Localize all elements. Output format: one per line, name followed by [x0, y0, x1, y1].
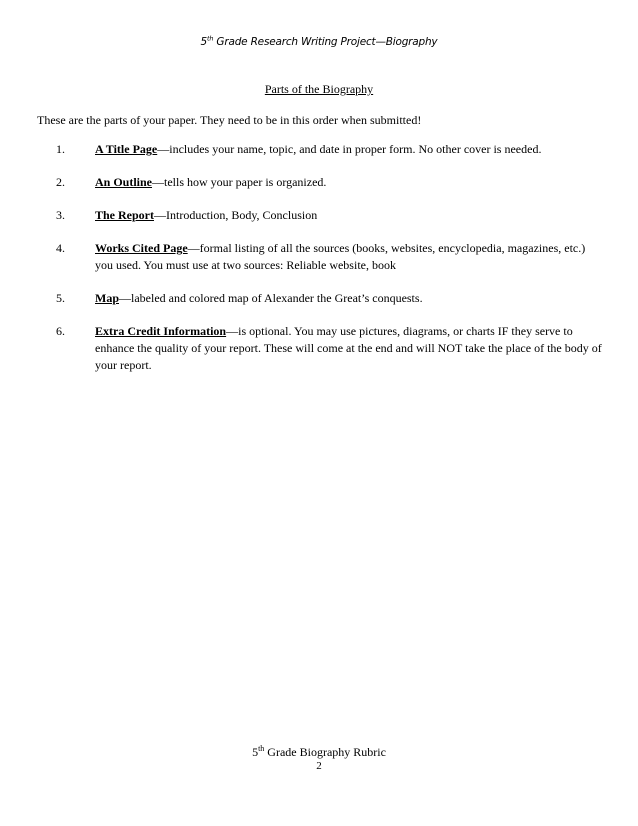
- list-item-body: [95, 290, 605, 307]
- parts-list: [0, 141, 638, 390]
- page-number: 2: [316, 760, 322, 772]
- list-item-description: —formal listing of all the sources (books, websites, encyclopedia, magazines, etc.) you used. You must use at two sources: Reliable website, book: [95, 241, 586, 272]
- list-item-number: 1.: [56, 142, 65, 156]
- list-item: [0, 240, 638, 274]
- list-item-body: [95, 174, 605, 191]
- list-item-term: A Title Page: [95, 142, 158, 156]
- list-item-number: 6.: [56, 324, 65, 338]
- list-item-number: 3.: [56, 208, 65, 222]
- page-footer: [0, 743, 638, 761]
- list-item-number: 2.: [56, 175, 65, 189]
- list-item-body: [95, 240, 605, 274]
- document-title: Parts of the Biography: [264, 82, 374, 96]
- list-item-term: Map: [95, 291, 119, 305]
- list-item-number: 4.: [56, 241, 65, 255]
- list-item-description: —Introduction, Body, Conclusion: [154, 208, 318, 222]
- list-item: [0, 290, 638, 307]
- list-item-description: —tells how your paper is organized.: [152, 175, 327, 189]
- list-item-description: —labeled and colored map of Alexander the Great’s conquests.: [119, 291, 423, 305]
- list-item-term: Extra Credit Information: [95, 324, 227, 338]
- header-grade-number: 5: [200, 36, 208, 48]
- list-item-body: [95, 207, 605, 224]
- list-item-description: —is optional. You may use pictures, diagrams, or charts IF they serve to enhance the quality of your report. These will come at the end and will NOT take the place of the body of your report.: [95, 324, 602, 372]
- footer-text: Grade Biography Rubric: [264, 745, 386, 759]
- list-item-term: An Outline: [95, 175, 153, 189]
- list-item-term: Works Cited Page: [95, 241, 188, 255]
- header-grade-suffix: th: [207, 34, 214, 43]
- list-item-description: —includes your name, topic, and date in proper form. No other cover is needed.: [157, 142, 542, 156]
- list-item-body: [95, 323, 605, 374]
- list-item: [0, 323, 638, 374]
- header-text: Grade Research Writing Project—Biography: [213, 36, 438, 48]
- list-item-term: The Report: [95, 208, 154, 222]
- list-item: [0, 207, 638, 224]
- footer-grade-suffix: th: [258, 744, 265, 753]
- list-item: [0, 141, 638, 158]
- intro-paragraph: These are the parts of your paper. They need to be in this order when submitted!: [37, 113, 422, 127]
- list-item: [0, 174, 638, 191]
- page-header: [0, 36, 638, 48]
- list-item-number: 5.: [56, 291, 65, 305]
- list-item-body: [95, 141, 605, 158]
- footer-grade-number: 5: [252, 745, 259, 759]
